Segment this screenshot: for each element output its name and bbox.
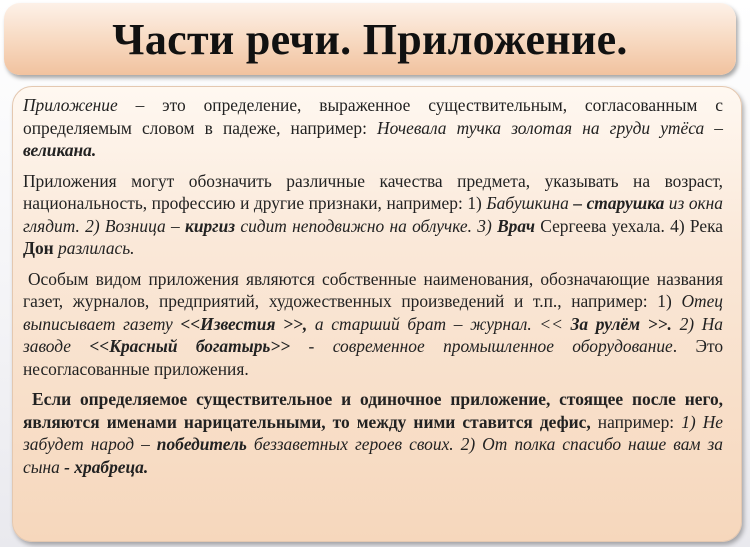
example-2-a: 2) На заводе (23, 313, 723, 356)
title-banner (4, 3, 736, 75)
definition-text: – это определение, выраженное существительным, согласованным с определяемым словом в падеже, например: (23, 95, 723, 138)
paragraph-definition (23, 94, 723, 162)
example-2-c: - современное промышленное оборудование (290, 336, 673, 356)
example-4-c: разлилась. (53, 238, 135, 258)
example-1-c: из окна глядит. 2) Возница – (23, 193, 723, 236)
example-1-d: - храбреца. (64, 456, 149, 477)
example-3-c: Сергеева уехала. 4) Река (534, 215, 724, 236)
proper-names-conclusion: . Это несогласованные приложения. (23, 336, 724, 379)
term: Приложение (23, 95, 118, 115)
proper-names-text: Особым видом приложения являются собственные наименования, обозначающие названия газет, журналов, предприятий, художественных произведений и т.п., например: 1) (23, 268, 723, 311)
content-panel (12, 86, 742, 542)
example-1-c: а старший брат – журнал. << (307, 313, 571, 334)
example-1-d: За рулём >>. (570, 313, 672, 334)
example-4-b: Дон (23, 238, 54, 258)
example-bold: великана. (23, 140, 97, 160)
example-1-b: <<Известия >>, (180, 313, 308, 334)
example-1-a: Бабушкина (486, 193, 569, 213)
paragraph-proper-names (23, 268, 723, 381)
page-title: Части речи. Приложение. (112, 14, 628, 64)
example-text: Ночевала тучка золотая на груди утёса – (377, 117, 723, 138)
example-1-a: 1) Не забудет народ – (23, 411, 723, 454)
example-2-c: сидит неподвижно на облучке. 3) (235, 215, 498, 236)
paragraph-hyphen-rule (23, 388, 723, 478)
example-2-b: <<Красный богатырь>> (89, 336, 291, 356)
example-1-a: Отец выписывает газету (23, 291, 723, 334)
hyphen-example-intro: например: (590, 411, 682, 432)
example-3-b: Врач (497, 215, 535, 236)
example-2-b: киргиз (185, 215, 236, 236)
example-1-b: – старушка (568, 193, 665, 213)
example-1-c: беззаветных героев своих. 2) От полка спасибо наше вам за сына (23, 434, 723, 477)
hyphen-rule-text: Если определяемое существительное и одиночное приложение, стоящее после него, являются именами нарицательными, то между ними ставится дефис, (23, 389, 723, 432)
qualities-text: Приложения могут обозначить различные качества предмета, указывать на возраст, национальность, профессию и другие признаки, например: 1) (23, 170, 723, 213)
paragraph-qualities (23, 170, 723, 260)
example-1-b: победитель (156, 434, 247, 454)
